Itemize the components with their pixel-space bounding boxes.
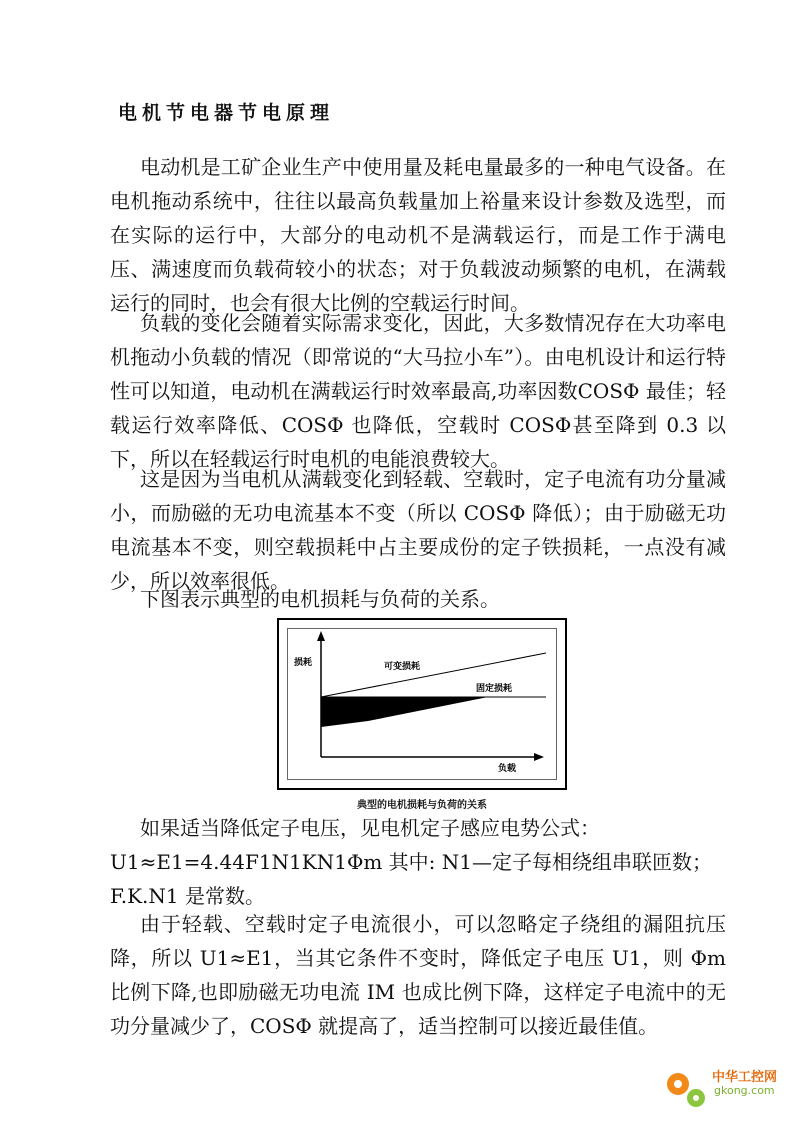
variable-loss-label: 可变损耗 (384, 662, 421, 672)
paragraph-reason: 这是因为当电机从满载变化到轻载、空载时，定子电流有功分量减小，而励磁的无功电流基本不变（所以 COSΦ 降低）；由于励磁无功电流基本不变，则空载损耗中占主要成份的定子铁损耗，一点没有减少，所以效率很低。 (110, 467, 726, 593)
variable-loss-line (321, 653, 546, 697)
watermark-name: 中华工控网 (712, 1070, 778, 1085)
paragraph-intro: 电动机是工矿企业生产中使用量及耗电量最多的一种电气设备。在电机拖动系统中，往往以最高负载量加上裕量来设计参数及选型，而在实际的运行中，大部分的电动机不是满载运行，而是工作于满电压、满速度而负载荷较小的状态；对于负载波动频繁的电机，在满载运行的同时，也会有很大比例的空载运行时间。 (110, 155, 726, 315)
y-axis-arrow (317, 631, 325, 641)
paragraph-conclusion: 由于轻载、空载时定子电流很小，可以忽略定子绕组的漏阻抗压降，所以 U1≈E1，当其它条件不变时，降低定子电压 U1，则 Φm 比例下降,也即励磁无功电流 IM 也成比例下降，这样定子电流中的无功分量减少了，COSΦ 就提高了，适当控制可以接近最佳值。 (110, 912, 726, 1038)
paragraph-load: 负载的变化会随着实际需求变化，因此，大多数情况存在大功率电机拖动小负载的情况（即常说的“大马拉小车”）。由电机设计和运行特性可以知道，电动机在满载运行时效率最高,功率因数COSΦ 最佳；轻载运行效率降低、COSΦ 也降低，空载时 COSΦ甚至降到 0.3 以下，所以在轻载运行时电机的电能浪费较大。 (110, 311, 726, 471)
loss-chart (288, 629, 556, 779)
formula-block (110, 845, 730, 913)
gear-icon (660, 1064, 710, 1114)
y-axis-label: 损耗 (294, 658, 313, 668)
loss-figure (277, 618, 567, 790)
x-axis-label: 负载 (498, 764, 517, 774)
page-title: 电机节电器节电原理 (118, 102, 335, 124)
fixed-loss-area (321, 697, 488, 727)
site-watermark (660, 1060, 790, 1120)
watermark-url: gkong.com (714, 1084, 775, 1097)
paragraph-figure-intro: 下图表示典型的电机损耗与负荷的关系。 (140, 587, 500, 611)
x-axis-arrow (534, 753, 544, 761)
formula-line: U1≈E1=4.44F1N1KN1Φm 其中: N1—定子每相绕组串联匝数； (110, 850, 712, 874)
fixed-loss-label: 固定损耗 (476, 684, 513, 694)
paragraph-voltage: 如果适当降低定子电压，见电机定子感应电势公式： (140, 816, 600, 840)
figure-frame (287, 628, 557, 780)
figure-caption: 典型的电机损耗与负荷的关系 (357, 800, 487, 811)
formula-note: F.K.N1 是常数。 (110, 884, 265, 908)
